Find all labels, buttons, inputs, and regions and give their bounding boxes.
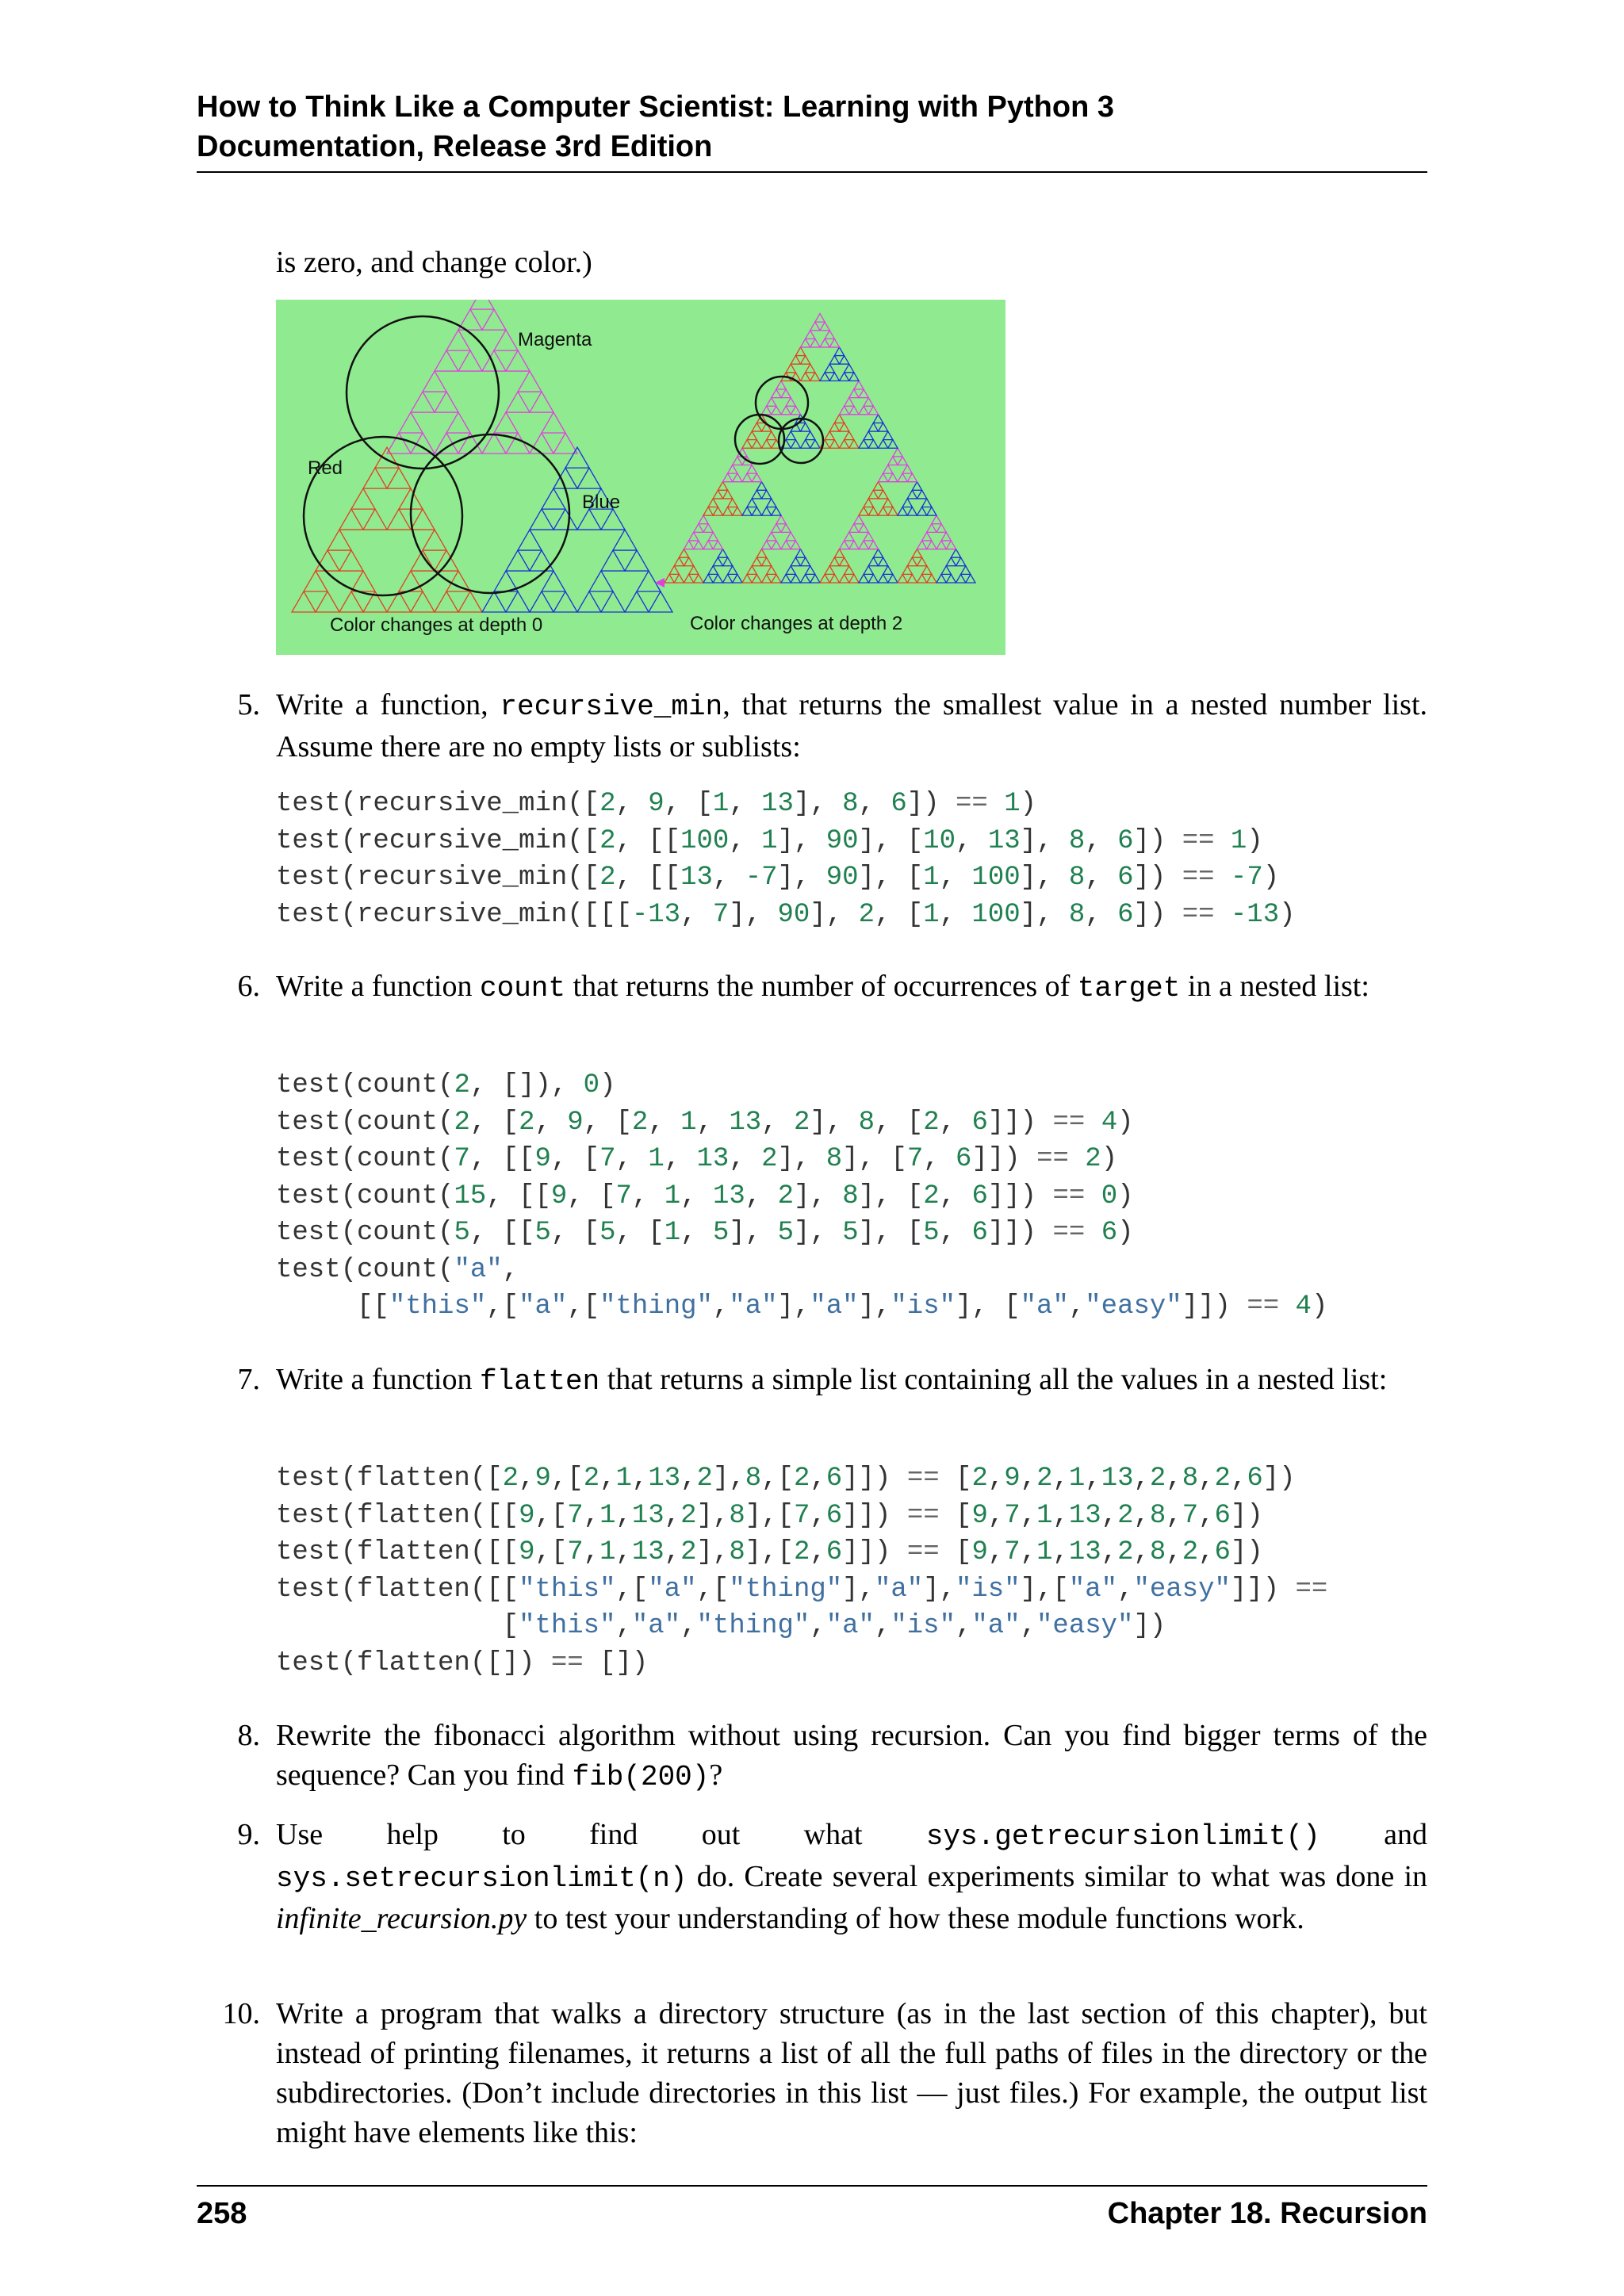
ex5-code-block xyxy=(276,786,1296,933)
code-line: test(recursive_min([2, 9, [1, 13], 8, 6]) == 1) xyxy=(276,789,1037,819)
intro-text: is zero, and change color.) xyxy=(276,246,592,279)
code-line: [["this",["a",["thing","a"],"a"],"is"], ["a","easy"]]) == 4) xyxy=(276,1292,1328,1322)
chapter-title: Chapter 18. Recursion xyxy=(1107,2197,1427,2230)
red-label: Red xyxy=(308,457,343,479)
ex7-text: Write a function flatten that returns a simple list containing all the values in a nested list: xyxy=(276,1363,1388,1398)
header-line-1: How to Think Like a Computer Scientist: Learning with Python 3 xyxy=(197,90,1114,124)
ex5-code-recursive-min: recursive_min xyxy=(500,691,723,723)
ex9-code-getrecursionlimit: sys.getrecursionlimit() xyxy=(925,1820,1320,1853)
code-line: test(recursive_min([[[-13, 7], 90], 2, [1, 100], 8, 6]) == -13) xyxy=(276,899,1296,930)
header-line-2: Documentation, Release 3rd Edition xyxy=(197,130,713,163)
code-line: test(count(2, [2, 9, [2, 1, 13, 2], 8, [2, 6]]) == 4) xyxy=(276,1107,1134,1138)
ex8-number: 8. xyxy=(237,1719,260,1752)
ex9-code-setrecursionlimit: sys.setrecursionlimit(n) xyxy=(276,1862,688,1895)
code-line: test(flatten([[9,[7,1,13,2],8],[7,6]]) == [9,7,1,13,2,8,7,6]) xyxy=(276,1500,1263,1531)
code-line: test(count(5, [[5, [5, [1, 5], 5], 5], [5, 6]]) == 6) xyxy=(276,1218,1134,1248)
code-line: test(count(2, []), 0) xyxy=(276,1070,616,1100)
code-line: test(count("a", xyxy=(276,1254,519,1285)
sierpinski-figure xyxy=(276,300,1005,655)
ex7-number: 7. xyxy=(237,1363,260,1396)
code-line: test(count(15, [[9, [7, 1, 13, 2], 8], [2, 6]]) == 0) xyxy=(276,1181,1134,1211)
magenta-label: Magenta xyxy=(518,329,592,350)
sierpinski-figure-svg xyxy=(276,300,1005,655)
ex6-code-block xyxy=(276,1067,1327,1326)
caption-left: Color changes at depth 0 xyxy=(330,614,543,636)
code-line: test(flatten([[9,[7,1,13,2],8],[2,6]]) == [9,7,1,13,2,8,2,6]) xyxy=(276,1537,1263,1567)
code-line: test(recursive_min([2, [[100, 1], 90], [10, 13], 8, 6]) == 1) xyxy=(276,825,1263,856)
ex8-code-fib: fib(200) xyxy=(572,1761,710,1793)
ex9-filename: infinite_recursion.py xyxy=(276,1902,527,1935)
code-line: ["this","a","thing","a","is","a","easy"]) xyxy=(276,1611,1166,1641)
blue-label: Blue xyxy=(582,492,621,513)
ex5-number: 5. xyxy=(237,688,260,721)
ex9-number: 9. xyxy=(237,1818,260,1851)
page-number: 258 xyxy=(197,2197,247,2230)
footer-rule xyxy=(197,2185,1427,2187)
caption-right: Color changes at depth 2 xyxy=(690,613,903,634)
ex5-text: Write a function, recursive_min, that returns the smallest value in a nested number list. Assume there are no empty lists or sublists: xyxy=(276,688,1427,763)
running-header xyxy=(197,87,1427,166)
ex10-text: Write a program that walks a directory structure (as in the last section of this chapter), but instead of printing filenames, it returns a list of all the full paths of files in the directory or the subdirectories. (Don’t include directories in this list — just files.) For example, the output list might have elements like this: xyxy=(276,1997,1427,2149)
ex8-text: Rewrite the fibonacci algorithm without using recursion. Can you find bigger terms of the sequence? Can you find fib(200)? xyxy=(276,1719,1427,1793)
code-line: test(recursive_min([2, [[13, -7], 90], [1, 100], 8, 6]) == -7) xyxy=(276,863,1280,893)
header-rule xyxy=(197,171,1427,173)
ex6-text: Write a function count that returns the number of occurrences of target in a nested list: xyxy=(276,970,1369,1004)
ex6-code-count: count xyxy=(479,972,566,1004)
ex9-text: Use help to find out what sys.getrecursionlimit() and sys.setrecursionlimit(n) do. Create several experiments similar to what was done in infinite_recursion.py to test your understanding of how these module functions work. xyxy=(276,1818,1427,1935)
ex6-number: 6. xyxy=(237,970,260,1003)
code-line: test(flatten([2,9,[2,1,13,2],8,[2,6]]) == [2,9,2,1,13,2,8,2,6]) xyxy=(276,1464,1296,1494)
code-line: test(count(7, [[9, [7, 1, 13, 2], 8], [7, 6]]) == 2) xyxy=(276,1144,1118,1174)
ex6-code-target: target xyxy=(1077,972,1181,1004)
ex7-code-flatten: flatten xyxy=(479,1365,600,1398)
code-line: test(flatten([["this",["a",["thing"],"a"],"is"],["a","easy"]]) == xyxy=(276,1574,1328,1605)
ex7-code-block xyxy=(276,1460,1327,1682)
ex10-number: 10. xyxy=(222,1997,260,2030)
figure-background xyxy=(276,300,1005,655)
code-line: test(flatten([]) == []) xyxy=(276,1647,649,1678)
